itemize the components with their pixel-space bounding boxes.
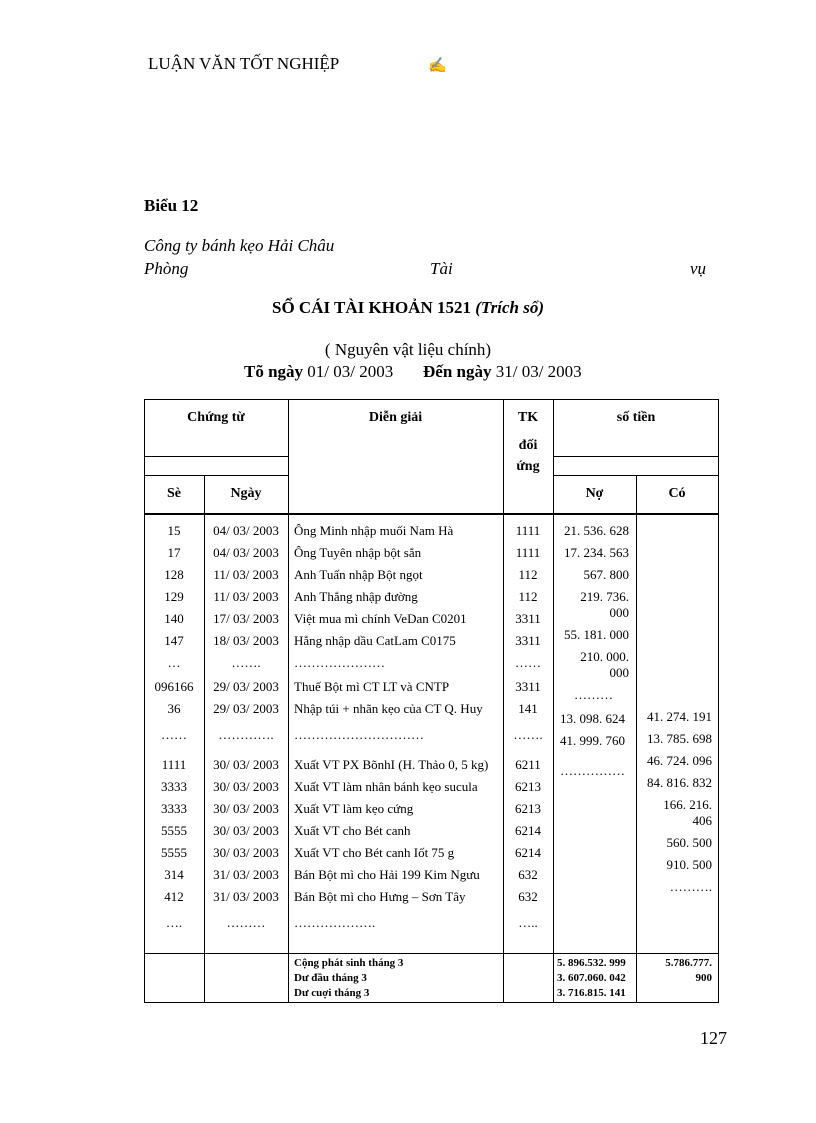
cell-date: 11/ 03/ 2003 <box>213 567 279 582</box>
cell-date: 17/ 03/ 2003 <box>213 611 279 626</box>
cell-description: Anh Thắng nhập đường <box>294 589 418 604</box>
form-label: Biểu 12 <box>144 196 199 215</box>
header-voucher: Chứng từ <box>187 410 245 425</box>
ledger-subtitle: ( Nguyên vật liệu chính) <box>324 340 492 359</box>
cell-number: … <box>167 655 181 670</box>
cell-number: 140 <box>164 611 184 626</box>
cell-description: Ông Minh nhập muối Nam Hà <box>294 523 454 538</box>
summary-debit-2: 3. 607.060. 042 <box>557 972 626 984</box>
cell-number: …. <box>165 915 183 930</box>
cell-credit: 46. 724. 096 <box>647 753 712 768</box>
page-number: 127 <box>700 1028 727 1048</box>
to-label: Đến ngày <box>423 362 492 381</box>
header-rule-voucher-2 <box>144 475 288 476</box>
cell-debit: 13. 098. 624 <box>560 711 625 726</box>
cell-account: 1111 <box>515 523 541 538</box>
cell-date: 29/ 03/ 2003 <box>213 679 279 694</box>
table-border-bottom <box>144 1002 719 1003</box>
ledger-title-note: (Trích sổ) <box>475 298 545 317</box>
cell-account: 6213 <box>515 801 541 816</box>
cell-debit: …………… <box>560 763 625 778</box>
cell-date: ……… <box>226 915 266 930</box>
cell-date: 30/ 03/ 2003 <box>213 845 279 860</box>
cell-description: Hằng nhập dầu CatLam C0175 <box>294 633 456 648</box>
cell-date: 11/ 03/ 2003 <box>213 589 279 604</box>
cell-date: 04/ 03/ 2003 <box>213 523 279 538</box>
cell-account: …… <box>515 655 541 670</box>
header-tk-1: TK <box>517 410 539 425</box>
cell-account: 6214 <box>515 845 541 860</box>
date-range <box>244 362 582 382</box>
department-word-1: Phòng <box>144 259 189 278</box>
cell-account: 1111 <box>515 545 541 560</box>
summary-label-1: Cộng phát sinh tháng 3 <box>294 957 404 969</box>
header-credit: Có <box>668 486 686 501</box>
cell-account: 6213 <box>515 779 541 794</box>
cell-description: Anh Tuấn nhập Bột ngọt <box>294 567 423 582</box>
cell-account: ……. <box>513 727 543 742</box>
company-name: Công ty bánh kẹo Hải Châu <box>144 236 335 255</box>
header-description: Diễn giải <box>368 410 423 425</box>
ledger-table <box>144 399 719 1003</box>
cell-description: Xuất VT làm kẹo cứng <box>294 801 414 816</box>
header-tk-2: đối <box>518 438 538 453</box>
running-header: LUẬN VĂN TỐT NGHIỆP <box>148 54 340 73</box>
cell-credit: 41. 274. 191 <box>647 709 712 724</box>
summary-label-3: Dư cuợi tháng 3 <box>294 987 370 999</box>
cell-account: 632 <box>518 889 538 904</box>
cell-credit: 406 <box>692 813 712 828</box>
ledger-title <box>0 298 816 318</box>
cell-account: 3311 <box>515 633 541 648</box>
cell-description: Xuất VT PX BõnhI (H. Thảo 0, 5 kg) <box>294 757 489 772</box>
cell-description: Xuất VT cho Bét canh Iốt 75 g <box>294 845 455 860</box>
cell-debit: 567. 800 <box>583 567 629 582</box>
cell-debit: 41. 999. 760 <box>560 733 625 748</box>
cell-debit: 000 <box>609 665 629 680</box>
cell-date: 31/ 03/ 2003 <box>213 867 279 882</box>
cell-description: Việt mua mì chính VeDan C0201 <box>294 611 467 626</box>
summary-debit-1: 5. 896.532. 999 <box>557 957 626 969</box>
cell-description: Ông Tuyên nhập bột sắn <box>294 545 422 560</box>
cell-number: 412 <box>164 889 184 904</box>
cell-account: 3311 <box>515 611 541 626</box>
cell-account: 3311 <box>515 679 541 694</box>
cell-date: 30/ 03/ 2003 <box>213 801 279 816</box>
summary-debit-3: 3. 716.815. 141 <box>557 987 626 999</box>
cell-description: ………………………… <box>294 727 424 742</box>
cell-number: 5555 <box>161 823 187 838</box>
cell-account: 6211 <box>515 757 541 772</box>
cell-number: 096166 <box>154 679 194 694</box>
cell-number: 147 <box>164 633 184 648</box>
ledger-title-main: SỔ CÁI TÀI KHOẢN 1521 <box>271 298 471 317</box>
header-number: Sè <box>167 486 181 501</box>
cell-number: …… <box>161 727 187 742</box>
cell-credit: 166. 216. <box>663 797 712 812</box>
cell-credit: 84. 816. 832 <box>647 775 712 790</box>
header-rule-voucher <box>144 456 288 457</box>
cell-description: Nhập túi + nhãn kẹo của CT Q. Huy <box>294 701 483 716</box>
department-word-3: vụ <box>690 259 707 278</box>
cell-description: ………………… <box>294 655 385 670</box>
pen-icon: ✍ <box>428 58 447 74</box>
cell-debit: 17. 234. 563 <box>564 545 629 560</box>
cell-description: ………………. <box>294 915 376 930</box>
cell-number: 5555 <box>161 845 187 860</box>
cell-account: 112 <box>518 567 538 582</box>
cell-date: 18/ 03/ 2003 <box>213 633 279 648</box>
from-label: Tõ ngày <box>244 362 304 381</box>
cell-number: 128 <box>164 567 184 582</box>
cell-description: Bán Bột mì cho Hưng – Sơn Tây <box>294 889 466 904</box>
cell-number: 15 <box>167 523 181 538</box>
header-debit: Nợ <box>585 486 604 501</box>
table-border-right <box>718 399 719 1003</box>
cell-date: 31/ 03/ 2003 <box>213 889 279 904</box>
header-date: Ngày <box>230 486 262 501</box>
cell-account: 6214 <box>515 823 541 838</box>
cell-number: 36 <box>167 701 181 716</box>
cell-number: 3333 <box>161 801 187 816</box>
cell-debit: 55. 181. 000 <box>564 627 629 642</box>
cell-debit: 219. 736. <box>580 589 629 604</box>
cell-date: …………. <box>218 727 274 742</box>
cell-debit: 000 <box>609 605 629 620</box>
cell-account: 141 <box>518 701 538 716</box>
cell-date: 04/ 03/ 2003 <box>213 545 279 560</box>
cell-credit: ………. <box>669 879 712 894</box>
cell-number: 3333 <box>161 779 187 794</box>
cell-number: 1111 <box>161 757 187 772</box>
summary-top-rule <box>144 953 719 954</box>
cell-debit: 21. 536. 628 <box>564 523 629 538</box>
cell-date: 30/ 03/ 2003 <box>213 779 279 794</box>
to-date: 31/ 03/ 2003 <box>495 362 582 381</box>
cell-date: ……. <box>231 655 261 670</box>
summary-credit-1: 5.786.777. <box>665 957 712 969</box>
from-date: 01/ 03/ 2003 <box>307 362 394 381</box>
col-rule-date-desc <box>288 399 289 1003</box>
cell-credit: 13. 785. 698 <box>647 731 712 746</box>
cell-description: Xuất VT làm nhân bánh kẹo sucula <box>294 779 478 794</box>
cell-description: Xuất VT cho Bét canh <box>294 823 411 838</box>
summary-credit-2: 900 <box>695 972 712 984</box>
cell-credit: 560. 500 <box>666 835 712 850</box>
header-tk-3: ứng <box>516 459 540 474</box>
header-rule-amount <box>553 456 719 457</box>
cell-description: Thuế Bột mì CT LT và CNTP <box>294 679 450 694</box>
cell-number: 314 <box>164 867 184 882</box>
cell-account: 112 <box>518 589 538 604</box>
table-border-top <box>144 399 719 400</box>
cell-debit: 210. 000. <box>580 649 629 664</box>
cell-description: Bán Bột mì cho Hải 199 Kim Ngưu <box>294 867 480 882</box>
header-amount: số tiền <box>616 410 656 425</box>
cell-debit: ……… <box>574 687 613 702</box>
header-bottom-rule <box>144 513 719 515</box>
cell-number: 17 <box>167 545 181 560</box>
cell-number: 129 <box>164 589 184 604</box>
cell-account: 632 <box>518 867 538 882</box>
cell-date: 30/ 03/ 2003 <box>213 823 279 838</box>
summary-label-2: Dư đầu tháng 3 <box>294 972 367 984</box>
cell-date: 29/ 03/ 2003 <box>213 701 279 716</box>
cell-account: ….. <box>518 915 538 930</box>
cell-date: 30/ 03/ 2003 <box>213 757 279 772</box>
department-word-2: Tài <box>430 259 453 278</box>
cell-credit: 910. 500 <box>666 857 712 872</box>
